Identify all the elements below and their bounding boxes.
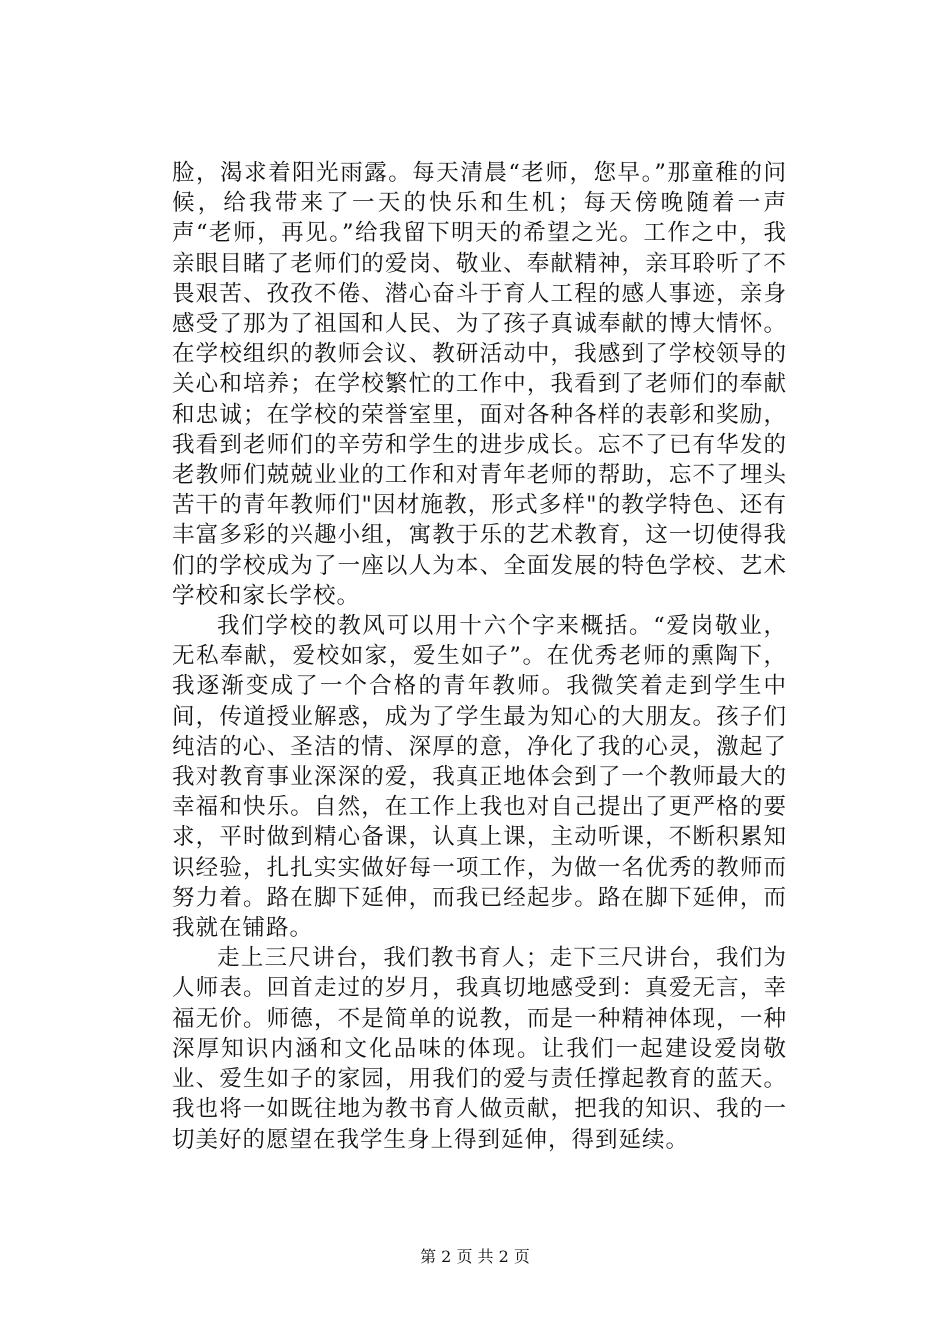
page-footer: 第 2 页 共 2 页 <box>420 1247 530 1266</box>
paragraph-continuation: 脸，渴求着阳光雨露。每天清晨“老师，您早。”那童稚的问候，给我带来了一天的快乐和生机；每天傍晚随着一声声“老师，再见。”给我留下明天的希望之光。工作之中，我亲眼目睹了老师们的爱岗、敬业、奉献精神，亲耳聆听了不畏艰苦、孜孜不倦、潜心奋斗于育人工程的感人事迹，亲身感受了那为了祖国和人民、为了孩子真诚奉献的博大情怀。在学校组织的教师会议、教研活动中，我感到了学校领导的关心和培养；在学校繁忙的工作中，我看到了老师们的奉献和忠诚；在学校的荣誉室里，面对各种各样的表彰和奖励，我看到老师们的辛劳和学生的进步成长。忘不了已有华发的老教师们兢兢业业的工作和对青年老师的帮助，忘不了埋头苦干的青年教师们"因材施教，形式多样"的教学特色、还有丰富多彩的兴趣小组，寓教于乐的艺术教育，这一切使得我们的学校成为了一座以人为本、全面发展的特色学校、艺术学校和家长学校。 <box>172 160 787 609</box>
document-body <box>172 158 787 1155</box>
paragraph-conclusion: 走上三尺讲台，我们教书育人；走下三尺讲台，我们为人师表。回首走过的岁月，我真切地感受到：真爱无言，幸福无价。师德，不是简单的说教，而是一种精神体现，一种深厚知识内涵和文化品味的体现。让我们一起建设爱岗敬业、爱生如子的家园，用我们的爱与责任撑起教育的蓝天。我也将一如既往地为教书育人做贡献，把我的知识、我的一切美好的愿望在我学生身上得到延伸，得到延续。 <box>172 945 787 1153</box>
paragraph-teaching-style: 我们学校的教风可以用十六个字来概括。“爱岗敬业，无私奉献，爱校如家，爱生如子”。在优秀老师的熏陶下，我逐渐变成了一个合格的青年教师。我微笑着走到学生中间，传道授业解惑，成为了学生最为知心的大朋友。孩子们纯洁的心、圣洁的情、深厚的意，净化了我的心灵，激起了我对教育事业深深的爱，我真正地体会到了一个教师最大的幸福和快乐。自然，在工作上我也对自己提出了更严格的要求，平时做到精心备课，认真上课，主动听课，不断积累知识经验，扎扎实实做好每一项工作，为做一名优秀的教师而努力着。路在脚下延伸，而我已经起步。路在脚下延伸，而我就在铺路。 <box>172 613 787 942</box>
